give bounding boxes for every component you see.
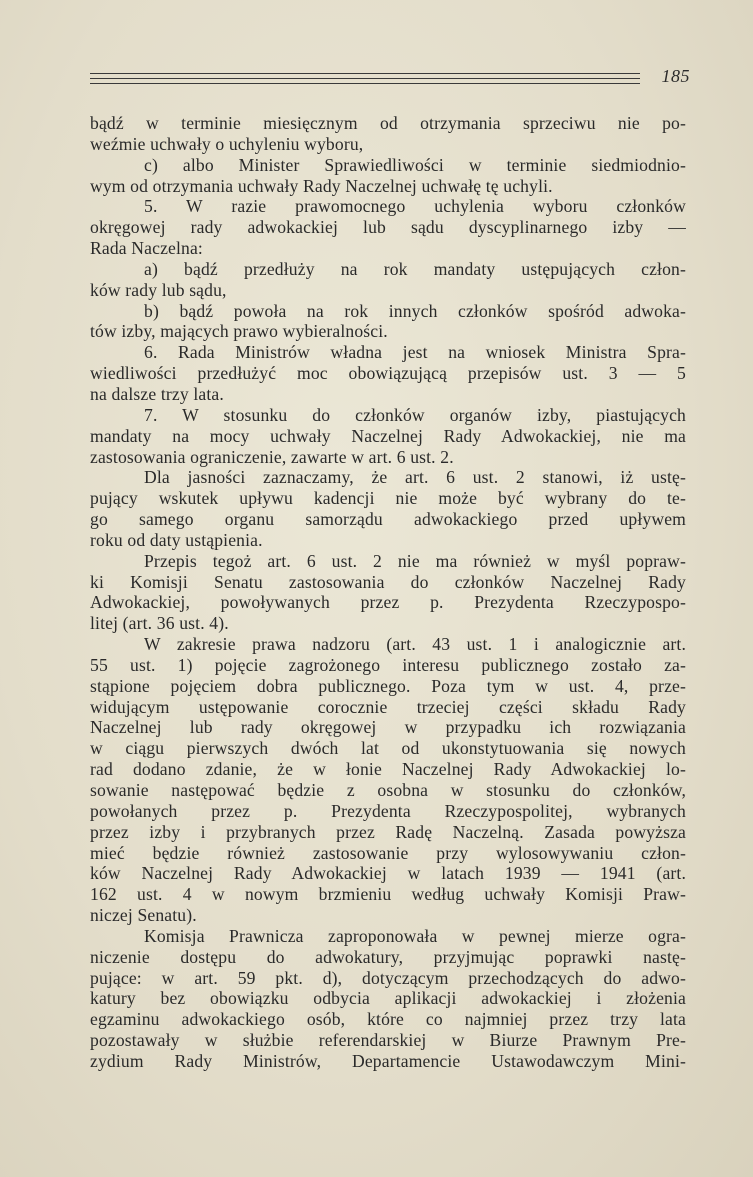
text-line: powołanych przez p. Prezydenta Rzeczypospolitej, wybranych xyxy=(90,800,686,821)
text-line: 6. Rada Ministrów władna jest na wniosek Ministra Spra- xyxy=(144,342,686,363)
text-line: b) bądź powoła na rok innych członków spośród adwoka- xyxy=(144,300,686,321)
text-line: zastosowania ograniczenie, zawarte w art. 6 ust. 2. xyxy=(90,446,454,467)
text-line: Komisja Prawnicza zaproponowała w pewnej mierze ogra- xyxy=(144,925,686,946)
text-line: widującym ustępowanie corocznie trzeciej części składu Rady xyxy=(90,696,686,717)
text-line: tów izby, mających prawo wybieralności. xyxy=(90,321,388,342)
text-line: weźmie uchwały o uchyleniu wyboru, xyxy=(90,133,364,154)
page-header xyxy=(90,66,690,96)
text-line: ki Komisji Senatu zastosowania do członków Naczelnej Rady xyxy=(90,571,686,592)
text-line: bądź w terminie miesięcznym od otrzymania sprzeciwu nie po- xyxy=(90,113,686,133)
text-line: niczej Senatu). xyxy=(90,905,197,926)
text-line: w ciągu pierwszych dwóch lat od ukonstytuowania się nowych xyxy=(90,738,686,759)
text-line: na dalsze trzy lata. xyxy=(90,383,224,404)
text-line: roku od daty ustąpienia. xyxy=(90,529,263,550)
text-line: go samego organu samorządu adwokackiego przed upływem xyxy=(90,509,686,530)
text-line: Dla jasności zaznaczamy, że art. 6 ust. 2 stanowi, iż ustę- xyxy=(144,467,686,488)
text-line: niczenie dostępu do adwokatury, przyjmując poprawki nastę- xyxy=(90,946,686,967)
text-line: c) albo Minister Sprawiedliwości w terminie siedmiodnio- xyxy=(144,154,686,175)
text-line: Rada Naczelna: xyxy=(90,238,203,259)
body-text xyxy=(90,113,686,1072)
text-line: wym od otrzymania uchwały Rady Naczelnej uchwałę tę uchyli. xyxy=(90,175,553,196)
text-line: pujące: w art. 59 pkt. d), dotyczącym przechodzących do adwo- xyxy=(90,967,686,988)
text-line: wiedliwości przedłużyć moc obowiązującą przepisów ust. 3 — 5 xyxy=(90,363,686,384)
header-rule-top xyxy=(90,73,640,74)
text-line: Naczelnej lub rady okręgowej w przypadku ich rozwiązania xyxy=(90,717,686,738)
text-line: stąpione pojęciem dobra publicznego. Poza tym w ust. 4, prze- xyxy=(90,675,686,696)
text-line: a) bądź przedłuży na rok mandaty ustępujących człon- xyxy=(144,258,686,279)
text-line: ków rady lub sądu, xyxy=(90,279,227,300)
text-line: Przepis tegoż art. 6 ust. 2 nie ma również w myśl popraw- xyxy=(144,550,686,571)
text-line: ków Naczelnej Rady Adwokackiej w latach 1939 — 1941 (art. xyxy=(90,863,686,884)
header-rule-middle xyxy=(90,78,640,79)
text-line: zydium Rady Ministrów, Departamencie Ustawodawczym Mini- xyxy=(90,1050,686,1071)
text-line: sowanie następować będzie z osobna w stosunku do członków, xyxy=(90,780,686,800)
text-line: 7. W stosunku do członków organów izby, piastujących xyxy=(144,404,686,425)
text-line: pujący wskutek upływu kadencji nie może być wybrany do te- xyxy=(90,488,686,509)
text-line: egzaminu adwokackiego osób, które co najmniej przez trzy lata xyxy=(90,1009,686,1030)
text-line: mieć będzie również zastosowanie przy wylosowywaniu człon- xyxy=(90,842,686,863)
text-line: rad dodano zdanie, że w łonie Naczelnej Rady Adwokackiej lo- xyxy=(90,759,686,780)
text-line: pozostawały w służbie referendarskiej w Biurze Prawnym Pre- xyxy=(90,1030,686,1051)
text-line: przez izby i przybranych przez Radę Naczelną. Zasada powyższa xyxy=(90,821,686,842)
text-line: W zakresie prawa nadzoru (art. 43 ust. 1 i analogicznie art. xyxy=(144,634,686,655)
text-line: okręgowej rady adwokackiej lub sądu dyscyplinarnego izby — xyxy=(90,217,686,238)
text-line: litej (art. 36 ust. 4). xyxy=(90,613,229,634)
page-number: 185 xyxy=(661,66,690,86)
text-line: Adwokackiej, powoływanych przez p. Prezydenta Rzeczypospo- xyxy=(90,592,686,613)
text-line: 5. W razie prawomocnego uchylenia wyboru członków xyxy=(144,196,686,217)
header-rule-bottom xyxy=(90,83,640,84)
text-line: 55 ust. 1) pojęcie zagrożonego interesu publicznego zostało za- xyxy=(90,654,686,675)
text-line: 162 ust. 4 w nowym brzmieniu według uchwały Komisji Praw- xyxy=(90,884,686,905)
text-line: mandaty na mocy uchwały Naczelnej Rady Adwokackiej, nie ma xyxy=(90,425,686,446)
text-line: katury bez obowiązku odbycia aplikacji adwokackiej i złożenia xyxy=(90,988,686,1009)
